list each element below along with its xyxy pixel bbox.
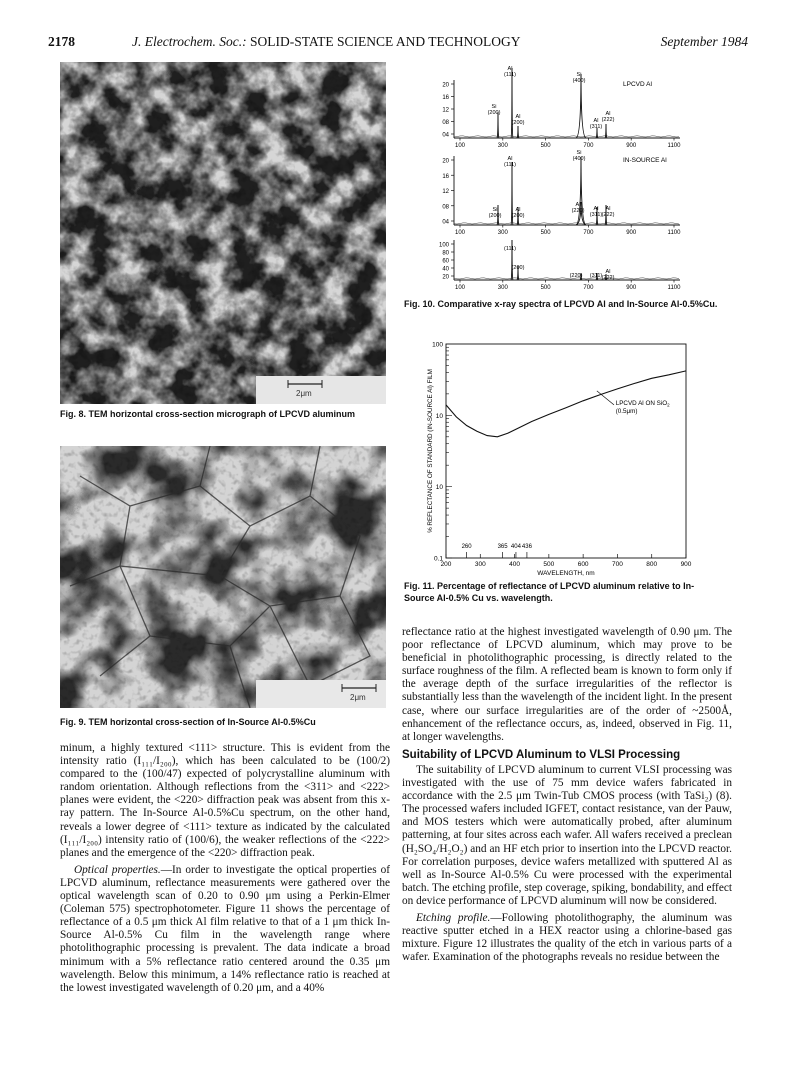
fig11-x-tick-label: 600: [577, 561, 589, 568]
left-column-text: [60, 742, 390, 995]
fig8-micrograph: [60, 62, 386, 404]
fig10-panel-label: LPCVD Al: [623, 81, 652, 88]
fig10-peak: [511, 68, 513, 138]
fig11-x-tick-label: 700: [611, 561, 623, 568]
fig10-x-tick-label: 300: [497, 285, 508, 291]
fig11-caption: Fig. 11. Percentage of reflectance of LPCVD aluminum relative to In-Source Al-0.5% Cu vs. wavelength.: [404, 581, 695, 603]
fig10-peak-element: Si: [492, 207, 498, 213]
fig10-peak-plane: (222): [601, 212, 615, 218]
fig10-peak-plane: (222): [601, 275, 615, 281]
fig10-peak-element: Al: [605, 111, 611, 117]
fig10-x-tick-label: 300: [497, 230, 508, 236]
fig10-y-tick-label: 04: [442, 219, 449, 226]
fig10-peak: [605, 124, 607, 138]
fig10-panel-3: [439, 240, 681, 291]
fig10-x-tick-label: 100: [454, 230, 466, 236]
fig10-y-tick-label: 16: [442, 173, 449, 180]
fig10-y-tick-label: 80: [442, 250, 449, 257]
fig10-baseline: [454, 136, 679, 137]
fig10-x-tick-label: 900: [626, 143, 637, 149]
fig10-x-tick-label: 100: [454, 285, 466, 291]
fig10-peak-plane: (111): [503, 72, 517, 78]
fig11-reflectance-chart: [408, 336, 718, 576]
fig11-annotation-thickness: (0.5μm): [615, 407, 638, 415]
right-paragraph-1: reflectance ratio at the highest investigated wavelength of 0.90 μm. The poor reflectance of LPCVD aluminum, which may prove to be beneficial in photolithographic processing, is directly related to the surface roughness of the film. A reflected beam is known to form only if the average depth of the surface irregularities of the reflector is substantially less than the wavelength of the incident light. In the present case, where our surface irregularities are of the order of ~2500Å, enhancement of the reflectance occurs, as, indeed, observed in Fig. 11, at longer wavelengths.: [402, 626, 732, 743]
issue-date: September 1984: [660, 34, 748, 49]
fig10-x-tick-label: 500: [540, 285, 551, 291]
fig11-wavelength-marker-label: 436: [521, 544, 532, 550]
fig10-x-tick-label: 700: [583, 285, 594, 291]
fig10-y-tick-label: 20: [442, 82, 449, 89]
fig11-x-axis-label: WAVELENGTH, nm: [537, 570, 595, 576]
fig10-x-tick-label: 1100: [667, 230, 681, 236]
fig10-x-tick-label: 500: [540, 230, 551, 236]
fig10-peak-element: Al: [507, 156, 513, 162]
fig11-x-tick-label: 500: [543, 561, 555, 568]
fig11-wavelength-marker-label: 404: [510, 544, 521, 550]
fig10-peak-plane: (311): [589, 273, 603, 279]
fig10-peak-plane: (311): [589, 212, 603, 218]
fig9-caption: Fig. 9. TEM horizontal cross-section of In-Source Al-0.5%Cu: [60, 717, 316, 727]
fig10-panel-2: [442, 150, 681, 236]
fig10-peak: [517, 126, 519, 138]
page-number: 2178: [48, 34, 75, 49]
fig10-peak-plane: (200): [487, 110, 501, 116]
fig10-peak-element: Al: [507, 66, 513, 72]
fig10-peak-plane: (200): [511, 120, 525, 126]
fig10-y-tick-label: 20: [442, 158, 449, 165]
fig11-wavelength-marker-label: 260: [461, 544, 472, 550]
fig10-y-tick-label: 08: [442, 204, 449, 211]
fig11-annotation-text: LPCVD Al ON SiO$_2$: [615, 399, 670, 408]
fig10-x-tick-label: 1100: [667, 285, 681, 291]
fig10-x-tick-label: 100: [454, 143, 466, 149]
fig11-plot-frame: [446, 344, 686, 558]
fig10-peak-element: Al: [593, 118, 599, 124]
fig10-peak-element: Al: [605, 269, 611, 275]
fig10-panel-label: IN-SOURCE Al: [623, 157, 667, 164]
fig10-peak-plane: (400): [572, 78, 586, 84]
fig10-x-tick-label: 500: [540, 143, 551, 149]
fig10-peak-element: Al: [515, 114, 521, 120]
fig10-y-tick-label: 12: [442, 107, 449, 114]
right-column-text: [402, 626, 732, 964]
fig8-caption: Fig. 8. TEM horizontal cross-section micrograph of LPCVD aluminum: [60, 409, 356, 419]
fig10-peak-plane: (200): [488, 213, 502, 219]
fig10-peak-plane: (222): [601, 117, 615, 123]
fig10-x-tick-label: 300: [497, 143, 508, 149]
left-paragraph-2: Optical properties.—In order to investigate the optical properties of LPCVD aluminum, reflectance measurements were gathered over the optical wavelength scan of 0.20 to 0.90 μm using a Perkin-Elmer (Coleman 575) spectrophotometer. Figure 11 shows the percentage of reflectance of a 0.5 μm thick Al film relative to that of a 1 μm thick In-Source Al-0.5% Cu film in the wavelength range where photolithographic processing is prevalent. The data indicate a broad minimum with a 5% reflectance ratio centered around the 0.35 μm wavelength. Below this minimum, a 14% reflectance ratio is reached at the lowest investigated wavelength of 0.20 μm, and a 40%: [60, 863, 390, 994]
fig8-scale-label: 2μm: [296, 389, 312, 398]
fig11-x-tick-label: 800: [646, 561, 658, 568]
fig10-x-tick-label: 1100: [667, 143, 681, 149]
fig10-y-tick-label: 100: [438, 242, 449, 249]
fig11-y-tick-label: 10: [435, 412, 443, 420]
fig10-peak-plane: (220): [571, 208, 585, 214]
fig10-caption: Fig. 10. Comparative x-ray spectra of LPCVD Al and In-Source Al-0.5%Cu.: [404, 299, 718, 309]
left-paragraph-1: minum, a highly textured <111> structure. This is evident from the intensity ratio (I₁₁₁/I₂₀₀), which has been calculated to be (100/2) compared to the (100/47) expected of polycrystalline aluminum with random orientation. Although reflections from the <311> and <222> planes were evident, the <220> diffraction peak was absent from this x-ray pattern. The In-Source Al-0.5%Cu spectrum, on the other hand, reveals a lower degree of <111> texture as indicated by the calculated (I₁₁₁/I₂₀₀) intensity ratio of (100/6), the weaker reflections of the <222> planes and the emergence of the <220> diffraction peak.: [60, 742, 390, 859]
running-header: [48, 34, 748, 54]
fig10-xray-spectra: [418, 60, 718, 292]
fig10-peak-element: Si: [576, 72, 582, 78]
fig11-y-tick-label: 10: [435, 484, 443, 492]
fig10-y-tick-label: 40: [442, 266, 449, 273]
fig10-peak-element: Si: [576, 150, 582, 156]
fig11-y-tick-label: 0.1: [433, 555, 443, 563]
fig9-scale-label: 2μm: [350, 693, 366, 702]
fig11-x-tick-label: 200: [440, 561, 452, 568]
fig11-y-tick-label: 100: [432, 341, 443, 349]
fig9-micrograph: [60, 446, 386, 708]
fig10-y-tick-label: 04: [442, 132, 449, 139]
fig11-y-axis-label: % REFLECTANCE OF STANDARD (IN-SOURCE Al) FILM: [427, 369, 434, 533]
fig10-y-tick-label: 08: [442, 120, 449, 126]
fig10-peak-element: Al: [575, 202, 581, 208]
fig10-peak-element: Al: [605, 206, 611, 212]
fig10-y-tick-label: 16: [442, 95, 449, 101]
fig10-y-tick-label: 20: [442, 274, 449, 281]
right-paragraph-3: Etching profile.—Following photolithography, the aluminum was reactive sputter etched in a HEX reactor using a chlorine-based gas mixture. Figure 12 illustrates the quality of the etch in various parts of a wafer. Examination of the photographs reveals no residue between the: [402, 911, 732, 964]
fig10-peak-plane: (400): [572, 156, 586, 162]
fig10-baseline: [454, 278, 679, 279]
fig10-peak-plane: (220): [569, 273, 583, 279]
fig11-x-tick-label: 900: [680, 561, 692, 568]
fig10-y-tick-label: 60: [442, 258, 449, 265]
fig10-peak-element: Al: [593, 206, 599, 212]
fig10-x-tick-label: 700: [583, 143, 594, 149]
fig10-panel-1: [442, 66, 681, 149]
fig10-x-tick-label: 700: [583, 230, 594, 236]
fig10-peak: [576, 157, 586, 225]
fig10-peak-plane: (111): [503, 162, 517, 168]
fig10-peak-plane: (200): [511, 213, 525, 219]
fig10-peak-element: Al: [515, 207, 521, 213]
fig10-peak-plane: (311): [589, 124, 603, 130]
fig10-peak-plane: (111): [503, 246, 517, 252]
journal-title: J. Electrochem. Soc.: SOLID-STATE SCIENCE AND TECHNOLOGY: [132, 34, 521, 49]
fig11-x-tick-label: 300: [474, 561, 486, 568]
fig10-x-tick-label: 900: [626, 230, 637, 236]
fig11-wavelength-marker-label: 365: [497, 544, 508, 550]
fig10-peak-element: Si: [491, 104, 497, 110]
fig10-y-tick-label: 12: [442, 189, 449, 195]
section-title: Suitability of LPCVD Aluminum to VLSI Processing: [402, 748, 681, 761]
fig11-x-tick-label: 400: [509, 561, 521, 568]
fig10-baseline: [454, 223, 679, 224]
right-paragraph-2: The suitability of LPCVD aluminum to current VLSI processing was investigated with the use of 75 mm device wafers fabricated in accordance with the 2.5 μm Twin-Tub CMOS process (with TaSi₂) (8). The processed wafers included IGFET, contact resistance, van der Pauw, and MOS testers which were automatically probed, after aluminum patterning, at four sites across each wafer. All wafers received a preclean (H₂SO₄/H₂O₂) and an HF etch prior to insertion into the LPCVD reactor. For correlation purposes, device wafers metallized with sputtered Al as well as In-Source Al-0.5% Cu were processed with the experimental batch. The etching profile, step coverage, spiking, bondability, and effect on device performance of LPCVD aluminum will now be considered.: [402, 763, 732, 907]
fig10-x-tick-label: 900: [626, 285, 637, 291]
fig10-peak-plane: (200): [511, 265, 525, 271]
